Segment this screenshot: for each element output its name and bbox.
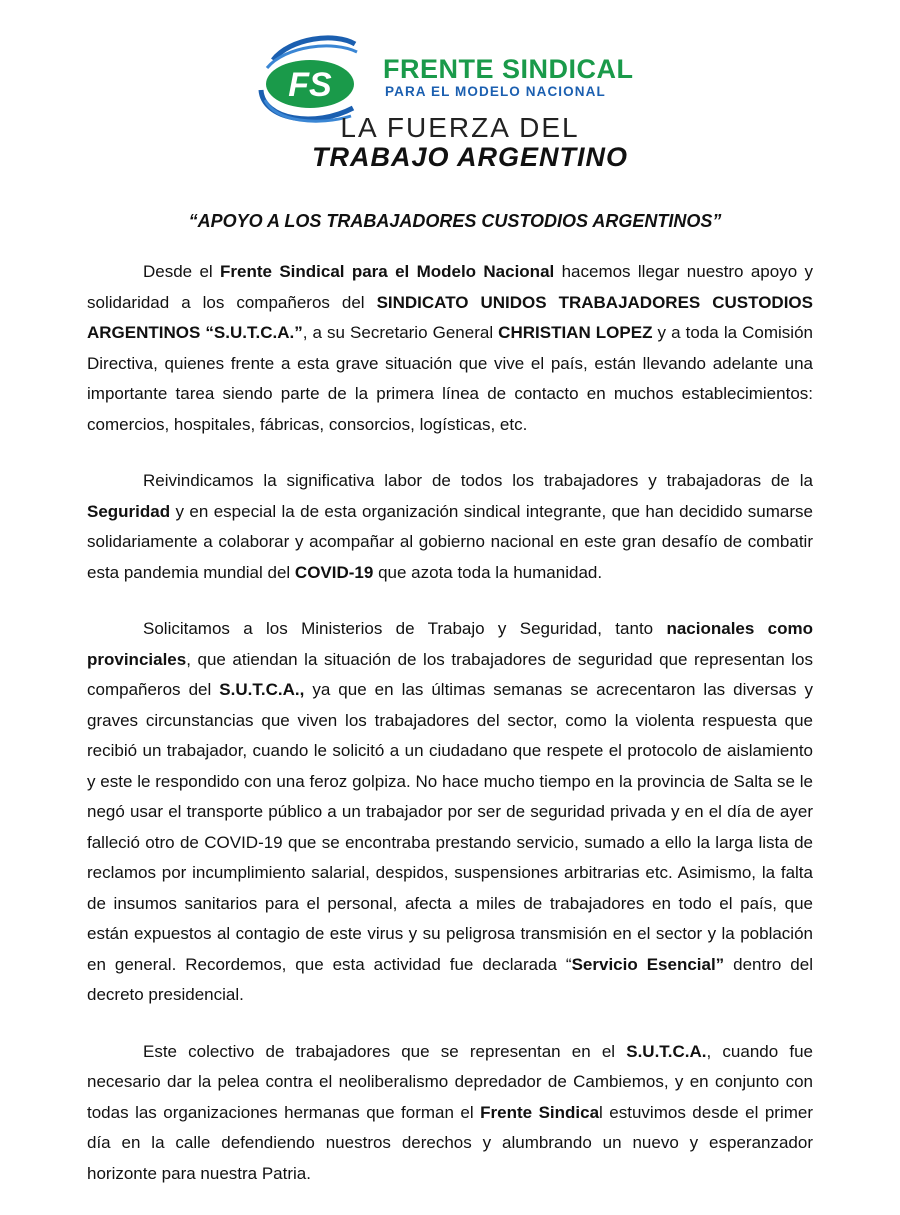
text-run: , que atiendan la situación de los trabajadores de seguridad que representan los compañeros del xyxy=(87,649,813,699)
bold-text: Frente Sindica xyxy=(480,1102,600,1122)
bold-text: Seguridad xyxy=(87,501,171,521)
tagline-line-2: TRABAJO ARGENTINO xyxy=(311,142,628,172)
paragraph-2 xyxy=(87,466,813,588)
text-run: , a su Secretario General xyxy=(302,323,499,342)
document-title: “APOYO A LOS TRABAJADORES CUSTODIOS ARGENTINOS” xyxy=(188,211,722,231)
bold-text: CHRISTIAN LOPEZ xyxy=(498,323,653,342)
text-run: Desde el xyxy=(143,262,221,281)
text-run: y a toda la Comisión Directiva, quienes frente a esta grave situación que vive el país, están llevando adelante una importante tarea siendo parte de la primera línea de contacto en muchos establecimientos: comercios, hospitales, fábricas, consorcios, logísticas, etc. xyxy=(87,323,813,434)
tagline-line-1: LA FUERZA DEL xyxy=(340,112,580,143)
bold-text: Servicio Esencial” xyxy=(571,954,725,974)
logo-text: FS xyxy=(288,66,332,104)
document-body xyxy=(87,257,813,1215)
paragraph-4 xyxy=(87,1037,813,1190)
bold-text: S.U.T.C.A., xyxy=(219,680,305,699)
paragraph-1 xyxy=(87,257,813,440)
text-run: hacemos llegar nuestro apoyo y solidaridad a los compañeros del xyxy=(87,262,813,312)
bold-text: S.U.T.C.A. xyxy=(626,1041,707,1061)
text-run: Este colectivo de trabajadores que se representan en el xyxy=(143,1041,627,1061)
text-run: l estuvimos desde el primer día en la calle defendiendo nuestros derechos y alumbrando un nuevo y esperanzador horizonte para nuestra Patria. xyxy=(87,1102,813,1183)
text-run: que azota toda la humanidad. xyxy=(373,562,603,582)
text-run: Reivindicamos la significativa labor de todos los trabajadores y trabajadoras de la xyxy=(143,471,813,490)
text-run: y en especial la de esta organización sindical integrante, que han decidido sumarse solidariamente a colaborar y acompañar al gobierno nacional en este gran desafío de combatir esta pandemia mundial del xyxy=(87,501,813,582)
org-subtitle: PARA EL MODELO NACIONAL xyxy=(385,84,606,99)
text-run: ya que en las últimas semanas se acrecentaron las diversas y graves circunstancias que viven los trabajadores del sector, como la violenta respuesta que recibió un trabajador, cuando le solicitó a un ciudadano que respete el protocolo de aislamiento y este le respondido con una feroz golpiza. No hace mucho tiempo en la provincia de Salta se le negó usar el transporte público a un trabajador por ser de seguridad privada y en el día de ayer falleció otro de COVID-19 que se encontraba prestando servicio, sumado a ello la larga lista de reclamos por incumplimiento salarial, despidos, suspensiones arbitrarias etc. Asimismo, la falta de insumos sanitarios para el personal, afecta a miles de trabajadores en todo el país, que están expuestos al contagio de este virus y su peligrosa transmisión en el sector y la población en general. Recordemos, que esta actividad fue declarada “ xyxy=(87,680,813,974)
bold-text: SINDICATO UNIDOS TRABAJADORES CUSTODIOS ARGENTINOS “S.U.T.C.A.” xyxy=(87,292,813,342)
paragraph-3 xyxy=(87,614,813,1011)
letterhead xyxy=(0,20,900,180)
text-run: Solicitamos a los Ministerios de Trabajo y Seguridad, tanto xyxy=(143,619,667,638)
bold-text: nacionales como provinciales xyxy=(87,619,813,669)
bold-text: COVID-19 xyxy=(294,562,374,582)
text-run: , cuando fue necesario dar la pelea contra el neoliberalismo depredador de Cambiemos, y en conjunto con todas las organizaciones hermanas que forman el xyxy=(87,1041,814,1122)
org-name: FRENTE SINDICAL xyxy=(383,54,634,84)
text-run: dentro del decreto presidencial. xyxy=(87,954,813,1004)
bold-text: Frente Sindical para el Modelo Nacional xyxy=(220,262,555,281)
